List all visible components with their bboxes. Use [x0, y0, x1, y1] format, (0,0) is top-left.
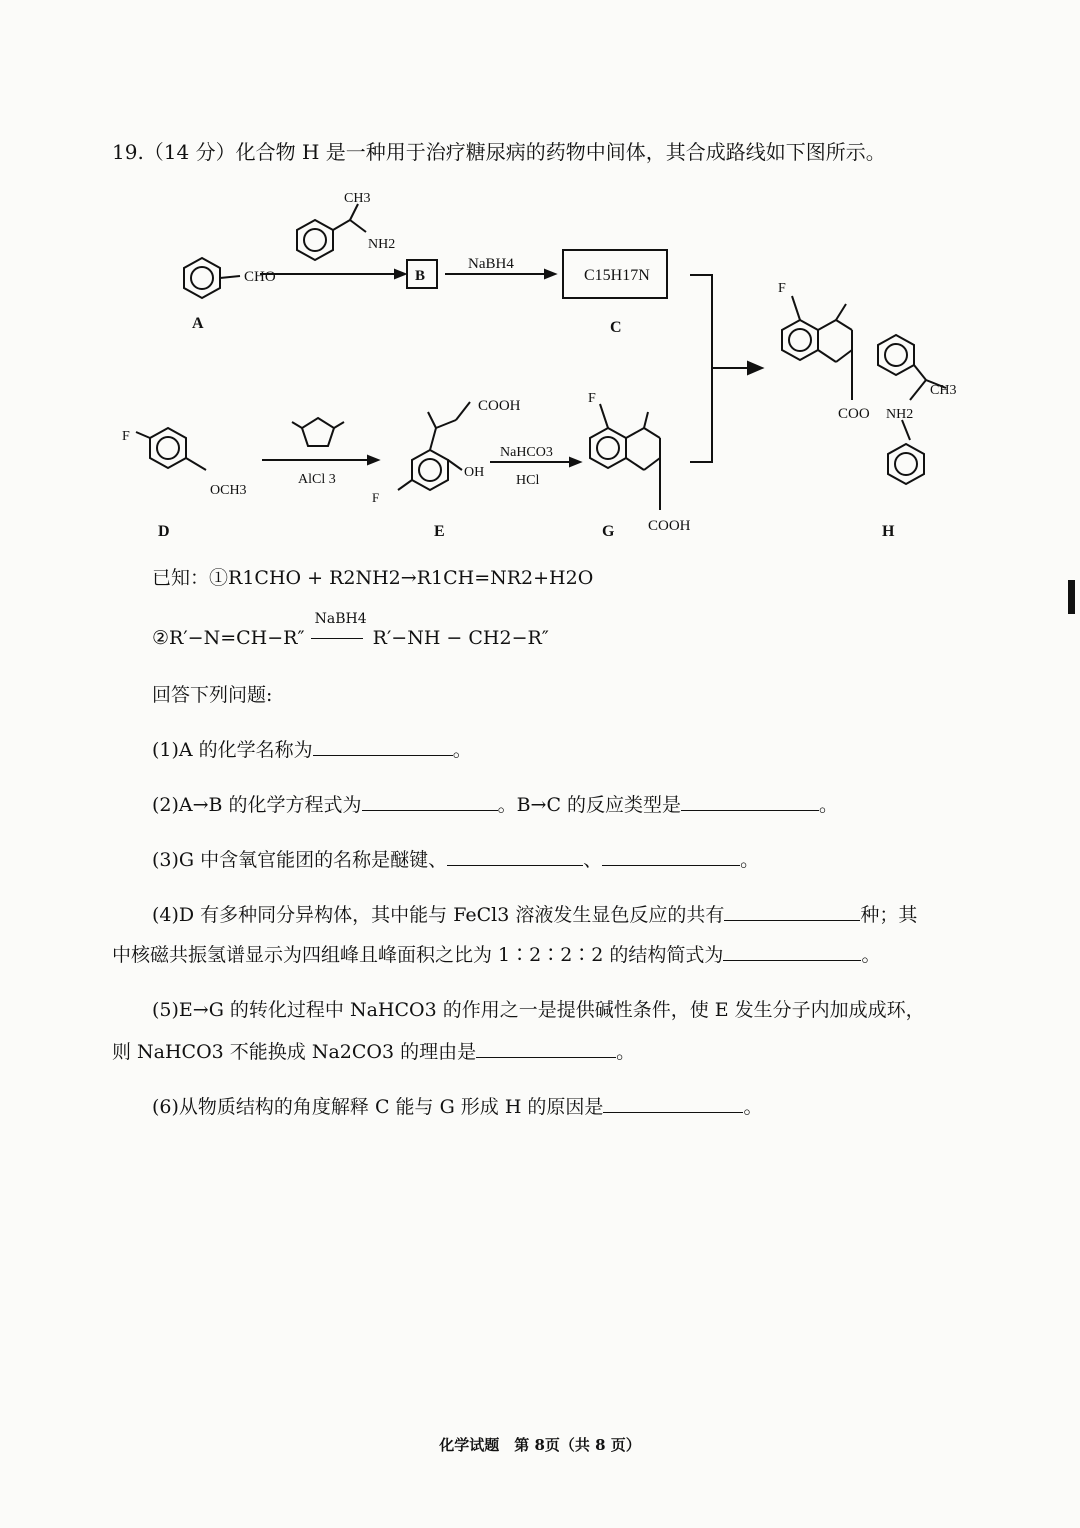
- answer-blank-3a[interactable]: [447, 847, 583, 866]
- synthesis-scheme: [0, 180, 1080, 560]
- group-cooh-e: COOH: [478, 398, 521, 414]
- reagent-nabh4: NaBH4: [468, 256, 514, 272]
- known-heading: 已知：: [152, 567, 210, 589]
- answer-blank-2a[interactable]: [362, 792, 498, 811]
- group-och3: OCH3: [210, 483, 247, 498]
- known-rule-2-arrow: [311, 611, 367, 649]
- reagent-ch3: CH3: [344, 191, 371, 206]
- answer-blank-4b[interactable]: [723, 942, 861, 961]
- group-f-d: F: [122, 429, 130, 444]
- question-6: (6)从物质结构的角度解释 C 能与 G 形成 H 的原因是 。: [152, 1096, 763, 1118]
- known-rule-2: [152, 611, 549, 649]
- reagent-hcl: HCl: [516, 473, 540, 488]
- label-a: A: [192, 315, 204, 332]
- reagent-alcl3: AlCl 3: [298, 472, 336, 487]
- question-title: 19.（14 分）化合物 H 是一种用于治疗糖尿病的药物中间体，其合成路线如下图所示。: [112, 140, 886, 164]
- group-cooh-g: COOH: [648, 518, 691, 534]
- group-ch3-h: CH3: [930, 383, 957, 398]
- group-f-g: F: [588, 391, 596, 406]
- group-oh: OH: [464, 465, 485, 480]
- answer-blank-2b[interactable]: [681, 792, 819, 811]
- question-5: (5)E→G 的转化过程中 NaHCO3 的作用之一是提供碱性条件，使 E 发生分子内加成成环，: [152, 999, 925, 1021]
- question-4: (4)D 有多种同分异构体，其中能与 FeCl3 溶液发生显色反应的共有 种；其: [152, 904, 918, 926]
- label-e: E: [434, 523, 445, 540]
- answer-blank-4a[interactable]: [724, 902, 860, 921]
- label-d: D: [158, 523, 170, 540]
- known-rule-2-left: ②R′−N=CH−R″: [152, 627, 305, 649]
- label-c: C: [610, 319, 622, 336]
- group-coo-h: COO: [838, 406, 870, 422]
- question-4-cont: 中核磁共振氢谱显示为四组峰且峰面积之比为 1∶2∶2∶2 的结构简式为 。: [112, 944, 881, 966]
- formula-c: C15H17N: [584, 267, 650, 284]
- answer-prompt: 回答下列问题:: [152, 684, 273, 706]
- question-3: (3)G 中含氧官能团的名称是醚键、 、 。: [152, 849, 760, 871]
- label-h: H: [882, 523, 895, 540]
- known-rule-2-reagent: NaBH4: [314, 611, 367, 627]
- group-cho: CHO: [244, 269, 276, 285]
- label-b: B: [415, 268, 426, 284]
- group-f-h: F: [778, 281, 786, 296]
- question-5-cont: 则 NaHCO3 不能换成 Na2CO3 的理由是 。: [112, 1041, 636, 1063]
- answer-blank-5[interactable]: [476, 1039, 616, 1058]
- question-1: (1)A 的化学名称为 。: [152, 739, 472, 761]
- known-rule-1-text: ①R1CHO + R2NH2→R1CH=NR2+H2O: [209, 567, 594, 589]
- known-rule-1: [152, 563, 593, 590]
- reagent-nh2: NH2: [368, 237, 396, 252]
- label-g: G: [602, 523, 615, 540]
- answer-blank-1[interactable]: [313, 737, 453, 756]
- margin-mark: [1068, 580, 1075, 614]
- reagent-nahco3: NaHCO3: [500, 445, 553, 460]
- answer-blank-6[interactable]: [603, 1094, 743, 1113]
- group-nh2-h: NH2: [886, 407, 914, 422]
- answer-blank-3b[interactable]: [602, 847, 740, 866]
- question-2: (2)A→B 的化学方程式为 。B→C 的反应类型是 。: [152, 794, 839, 816]
- known-rule-2-right: R′−NH − CH2−R″: [372, 627, 549, 649]
- group-f-e: F: [372, 490, 380, 505]
- page-footer: 化学试题 第 8页（共 8 页）: [439, 1436, 641, 1454]
